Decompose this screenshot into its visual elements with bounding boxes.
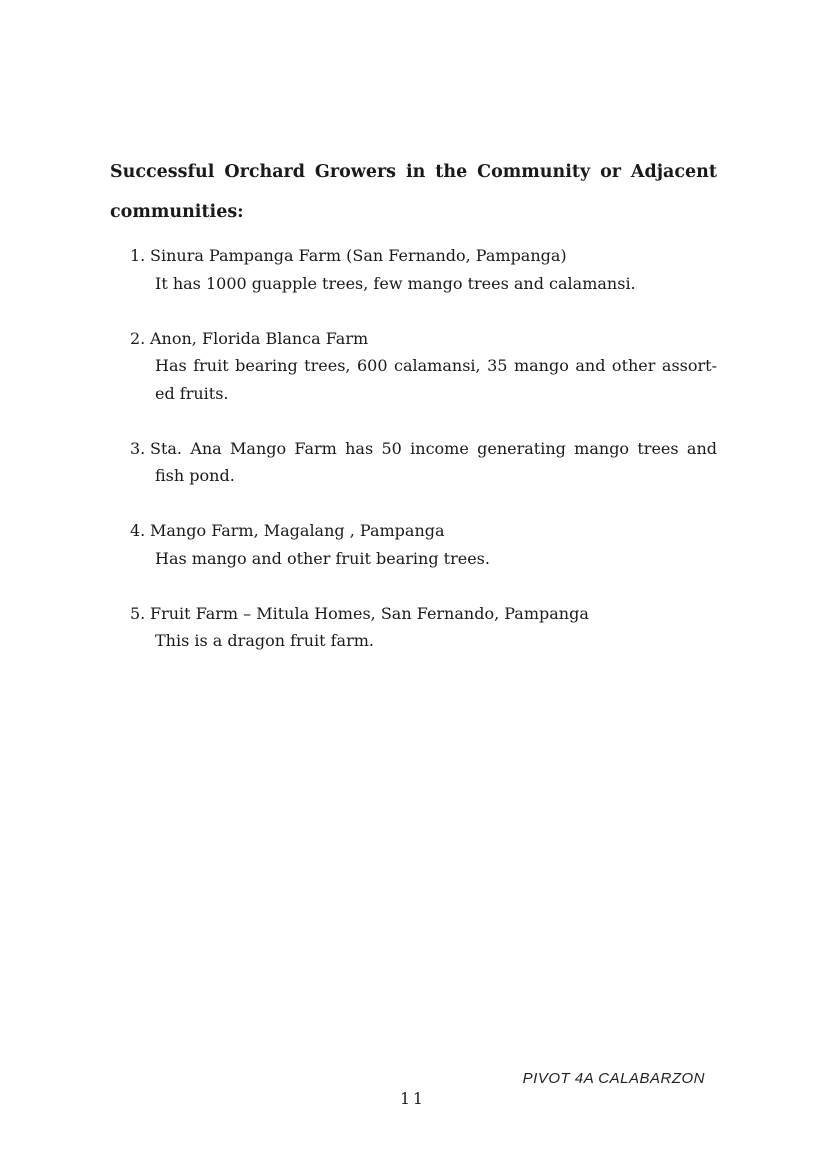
list-item	[130, 325, 717, 408]
list-item	[130, 435, 717, 490]
heading-line: Successful Orchard Growers in the Community or Adjacent	[110, 162, 717, 182]
item-text	[150, 325, 717, 408]
item-number: 3.	[130, 438, 146, 458]
page-number: 11	[400, 1090, 426, 1108]
item-title: Fruit Farm – Mitula Homes, San Fernando, Pampanga	[150, 603, 589, 623]
item-title: Sta. Ana Mango Farm has 50 income generating mango trees and	[150, 438, 717, 458]
heading-line: communities:	[110, 202, 244, 222]
item-description: Has mango and other fruit bearing trees.	[155, 548, 490, 568]
item-title: Sinura Pampanga Farm (San Fernando, Pampanga)	[150, 246, 567, 265]
item-number: 2.	[130, 328, 146, 348]
item-description: It has 1000 guapple trees, few mango trees and calamansi.	[155, 273, 636, 293]
list-item	[130, 242, 717, 297]
item-description: This is a dragon fruit farm.	[155, 631, 374, 650]
item-number: 5.	[130, 603, 146, 623]
item-description: Has fruit bearing trees, 600 calamansi, 35 mango and other assort-	[155, 356, 717, 375]
list-item	[130, 600, 717, 655]
item-title: Anon, Florida Blanca Farm	[150, 328, 369, 348]
item-text	[150, 435, 717, 490]
item-description: fish pond.	[155, 466, 235, 485]
item-text	[150, 242, 717, 297]
list-item	[130, 517, 717, 572]
item-title: Mango Farm, Magalang , Pampanga	[150, 521, 445, 540]
footer-watermark: PIVOT 4A CALABARZON	[522, 1070, 705, 1087]
page-heading	[110, 152, 717, 232]
item-text	[150, 517, 717, 572]
item-number: 1.	[130, 246, 146, 265]
farm-list	[130, 242, 717, 655]
item-description: ed fruits.	[155, 383, 229, 403]
item-number: 4.	[130, 521, 146, 540]
item-text	[150, 600, 717, 655]
